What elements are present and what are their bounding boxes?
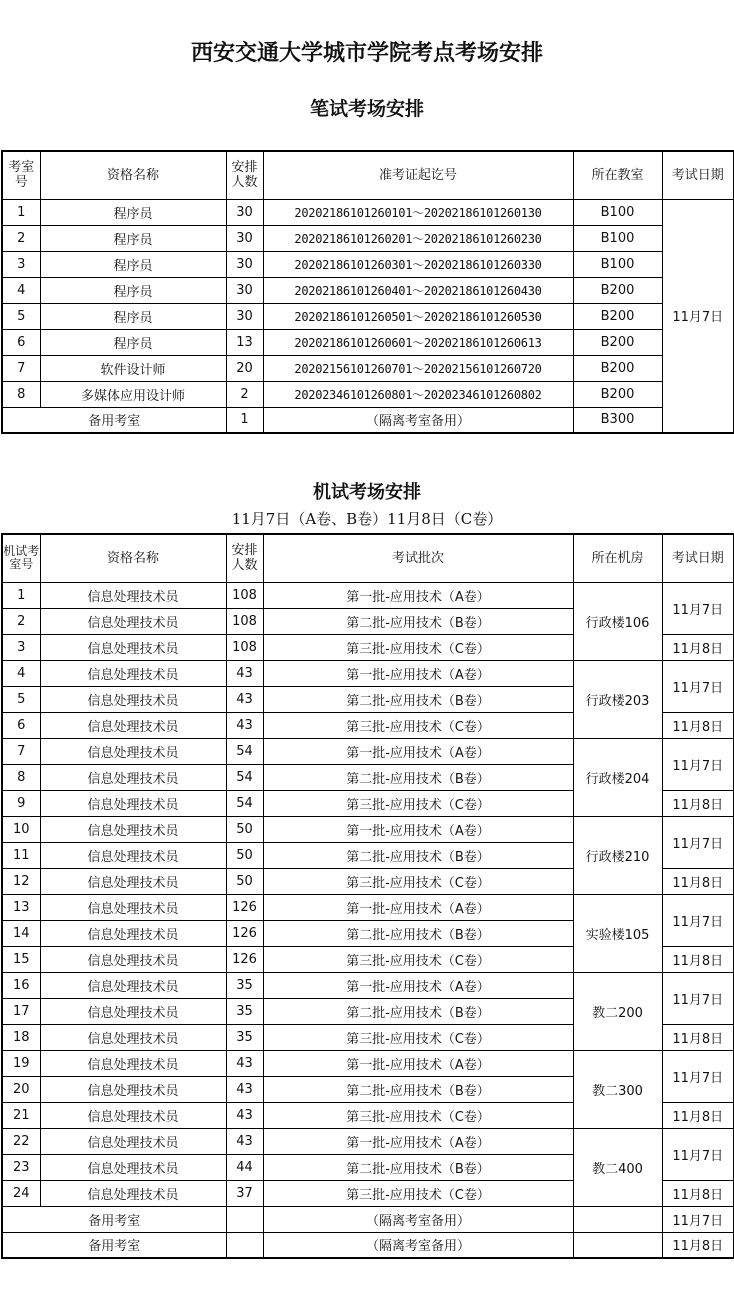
room-no-cell: 9 (2, 790, 40, 816)
count-cell: 44 (226, 1154, 263, 1180)
qualification-cell: 信息处理技术员 (40, 1128, 226, 1154)
batch-cell: 第二批-应用技术（B卷） (263, 998, 573, 1024)
room-no-cell: 11 (2, 842, 40, 868)
room-no-cell: 7 (2, 738, 40, 764)
count-cell: 50 (226, 868, 263, 894)
count-cell: 108 (226, 634, 263, 660)
date-cell: 11月8日 (662, 1102, 734, 1128)
header-lab: 所在机房 (573, 534, 662, 582)
header-ticket-range: 准考证起讫号 (263, 151, 573, 199)
room-no-cell: 22 (2, 1128, 40, 1154)
room-no-cell: 2 (2, 225, 40, 251)
room-no-cell: 5 (2, 303, 40, 329)
batch-cell: 第一批-应用技术（A卷） (263, 1128, 573, 1154)
table-row (2, 582, 734, 608)
batch-cell: 第三批-应用技术（C卷） (263, 1102, 573, 1128)
table-header-row (2, 151, 734, 199)
count-cell: 43 (226, 1076, 263, 1102)
batch-cell: 第一批-应用技术（A卷） (263, 972, 573, 998)
classroom-cell: B200 (573, 303, 662, 329)
qualification-cell: 信息处理技术员 (40, 712, 226, 738)
classroom-cell: B200 (573, 329, 662, 355)
count-cell: 54 (226, 738, 263, 764)
computer-section-title: 机试考场安排 (313, 482, 421, 503)
table-row (2, 329, 734, 355)
date-cell: 11月7日 (662, 738, 734, 790)
table-row (2, 381, 734, 407)
spare-row (2, 1206, 734, 1232)
table-row (2, 277, 734, 303)
room-no-cell: 14 (2, 920, 40, 946)
batch-cell: 第二批-应用技术（B卷） (263, 686, 573, 712)
table-row (2, 355, 734, 381)
header-qualification: 资格名称 (40, 534, 226, 582)
room-no-cell: 19 (2, 1050, 40, 1076)
batch-cell: 第三批-应用技术（C卷） (263, 1180, 573, 1206)
computer-exam-table (1, 533, 734, 1259)
count-cell: 126 (226, 894, 263, 920)
count-cell: 37 (226, 1180, 263, 1206)
batch-cell: 第二批-应用技术（B卷） (263, 1154, 573, 1180)
header-room-no: 考室号 (2, 151, 40, 199)
batch-cell: 第三批-应用技术（C卷） (263, 946, 573, 972)
count-cell: 30 (226, 277, 263, 303)
classroom-cell: B300 (573, 407, 662, 433)
room-no-cell: 24 (2, 1180, 40, 1206)
room-no-cell: 6 (2, 329, 40, 355)
room-no-cell: 21 (2, 1102, 40, 1128)
count-cell: 35 (226, 1024, 263, 1050)
date-cell: 11月7日 (662, 199, 734, 433)
qualification-cell: 信息处理技术员 (40, 634, 226, 660)
qualification-cell: 信息处理技术员 (40, 790, 226, 816)
count-cell: 43 (226, 686, 263, 712)
count-cell: 108 (226, 608, 263, 634)
batch-cell: 第三批-应用技术（C卷） (263, 1024, 573, 1050)
lab-cell (573, 1206, 662, 1232)
date-cell: 11月8日 (662, 946, 734, 972)
room-no-cell: 1 (2, 582, 40, 608)
qualification-cell: 程序员 (40, 199, 226, 225)
ticket-range-cell: 20202156101260701～20202156101260720 (263, 355, 573, 381)
qualification-cell: 信息处理技术员 (40, 1050, 226, 1076)
batch-cell: 第一批-应用技术（A卷） (263, 582, 573, 608)
qualification-cell: 程序员 (40, 251, 226, 277)
date-cell: 11月8日 (662, 790, 734, 816)
room-no-cell: 12 (2, 868, 40, 894)
qualification-cell: 程序员 (40, 303, 226, 329)
batch-cell: 第三批-应用技术（C卷） (263, 790, 573, 816)
qualification-cell: 信息处理技术员 (40, 1024, 226, 1050)
spare-row (2, 1232, 734, 1258)
qualification-cell: 信息处理技术员 (40, 816, 226, 842)
room-no-cell: 8 (2, 764, 40, 790)
qualification-cell: 信息处理技术员 (40, 920, 226, 946)
classroom-cell: B200 (573, 381, 662, 407)
batch-cell: 第三批-应用技术（C卷） (263, 634, 573, 660)
date-cell: 11月8日 (662, 712, 734, 738)
ticket-range-cell: 20202186101260401～20202186101260430 (263, 277, 573, 303)
written-section-title: 笔试考场安排 (309, 98, 424, 120)
count-cell (226, 1232, 263, 1258)
room-no-cell: 1 (2, 199, 40, 225)
date-cell: 11月7日 (662, 1128, 734, 1180)
table-row (2, 303, 734, 329)
header-date: 考试日期 (662, 151, 734, 199)
count-cell: 50 (226, 842, 263, 868)
count-cell: 13 (226, 329, 263, 355)
batch-cell: 第二批-应用技术（B卷） (263, 920, 573, 946)
qualification-cell: 信息处理技术员 (40, 738, 226, 764)
date-cell: 11月7日 (662, 894, 734, 946)
header-classroom: 所在教室 (573, 151, 662, 199)
count-cell: 1 (226, 407, 263, 433)
lab-cell (573, 1232, 662, 1258)
qualification-cell: 多媒体应用设计师 (40, 381, 226, 407)
header-room-no: 机试考室号 (2, 534, 40, 582)
count-cell: 20 (226, 355, 263, 381)
qualification-cell: 程序员 (40, 329, 226, 355)
batch-cell: 第三批-应用技术（C卷） (263, 868, 573, 894)
date-cell: 11月7日 (662, 660, 734, 712)
count-cell: 43 (226, 1128, 263, 1154)
count-cell: 43 (226, 1050, 263, 1076)
count-cell: 30 (226, 251, 263, 277)
count-cell (226, 1206, 263, 1232)
qualification-cell: 信息处理技术员 (40, 894, 226, 920)
count-cell: 54 (226, 790, 263, 816)
count-cell: 35 (226, 998, 263, 1024)
ticket-range-cell: 20202186101260201～20202186101260230 (263, 225, 573, 251)
room-no-cell: 5 (2, 686, 40, 712)
batch-cell: 第一批-应用技术（A卷） (263, 1050, 573, 1076)
qualification-cell: 信息处理技术员 (40, 842, 226, 868)
ticket-range-cell: 20202186101260301～20202186101260330 (263, 251, 573, 277)
classroom-cell: B100 (573, 251, 662, 277)
ticket-range-cell: 20202186101260501～20202186101260530 (263, 303, 573, 329)
room-no-cell: 16 (2, 972, 40, 998)
batch-cell: 第一批-应用技术（A卷） (263, 894, 573, 920)
qualification-cell: 信息处理技术员 (40, 764, 226, 790)
table-row (2, 660, 734, 686)
qualification-cell: 信息处理技术员 (40, 1180, 226, 1206)
room-no-cell: 2 (2, 608, 40, 634)
room-no-cell: 15 (2, 946, 40, 972)
qualification-cell: 信息处理技术员 (40, 608, 226, 634)
table-row (2, 1128, 734, 1154)
lab-cell: 教二400 (573, 1128, 662, 1206)
room-no-cell: 23 (2, 1154, 40, 1180)
count-cell: 54 (226, 764, 263, 790)
qualification-cell: 信息处理技术员 (40, 1154, 226, 1180)
table-row (2, 251, 734, 277)
date-cell: 11月8日 (662, 1024, 734, 1050)
date-cell: 11月8日 (662, 1180, 734, 1206)
spare-label-cell: 备用考室 (2, 407, 226, 433)
qualification-cell: 信息处理技术员 (40, 1102, 226, 1128)
count-cell: 43 (226, 660, 263, 686)
count-cell: 30 (226, 199, 263, 225)
spare-label-cell: 备用考室 (2, 1232, 226, 1258)
qualification-cell: 信息处理技术员 (40, 972, 226, 998)
date-cell: 11月7日 (662, 582, 734, 634)
table-row (2, 1050, 734, 1076)
qualification-cell: 程序员 (40, 225, 226, 251)
qualification-cell: 信息处理技术员 (40, 1076, 226, 1102)
room-no-cell: 8 (2, 381, 40, 407)
header-date: 考试日期 (662, 534, 734, 582)
count-cell: 43 (226, 1102, 263, 1128)
table-header-row (2, 534, 734, 582)
lab-cell: 教二200 (573, 972, 662, 1050)
count-cell: 126 (226, 946, 263, 972)
qualification-cell: 程序员 (40, 277, 226, 303)
batch-cell: 第二批-应用技术（B卷） (263, 1076, 573, 1102)
classroom-cell: B100 (573, 199, 662, 225)
lab-cell: 行政楼210 (573, 816, 662, 894)
room-no-cell: 4 (2, 660, 40, 686)
room-no-cell: 3 (2, 251, 40, 277)
count-cell: 30 (226, 225, 263, 251)
count-cell: 108 (226, 582, 263, 608)
ticket-range-cell: 20202346101260801～20202346101260802 (263, 381, 573, 407)
classroom-cell: B200 (573, 355, 662, 381)
qualification-cell: 信息处理技术员 (40, 660, 226, 686)
written-exam-table (1, 150, 734, 434)
note-cell: （隔离考室备用） (263, 1206, 573, 1232)
table-row (2, 225, 734, 251)
count-cell: 50 (226, 816, 263, 842)
header-count: 安排人数 (226, 151, 263, 199)
lab-cell: 实验楼105 (573, 894, 662, 972)
count-cell: 30 (226, 303, 263, 329)
header-count: 安排人数 (226, 534, 263, 582)
room-no-cell: 20 (2, 1076, 40, 1102)
table-row (2, 894, 734, 920)
batch-cell: 第二批-应用技术（B卷） (263, 608, 573, 634)
spare-row (2, 407, 734, 433)
classroom-cell: B100 (573, 225, 662, 251)
batch-cell: 第二批-应用技术（B卷） (263, 764, 573, 790)
room-no-cell: 13 (2, 894, 40, 920)
count-cell: 43 (226, 712, 263, 738)
table-row (2, 738, 734, 764)
room-no-cell: 6 (2, 712, 40, 738)
qualification-cell: 信息处理技术员 (40, 582, 226, 608)
table-row (2, 199, 734, 225)
lab-cell: 行政楼203 (573, 660, 662, 738)
qualification-cell: 信息处理技术员 (40, 998, 226, 1024)
ticket-range-cell: 20202186101260101～20202186101260130 (263, 199, 573, 225)
computer-section-subtitle: 11月7日（A卷、B卷）11月8日（C卷） (231, 510, 503, 528)
spare-label-cell: 备用考室 (2, 1206, 226, 1232)
date-cell: 11月7日 (662, 1206, 734, 1232)
count-cell: 126 (226, 920, 263, 946)
header-qualification: 资格名称 (40, 151, 226, 199)
count-cell: 35 (226, 972, 263, 998)
ticket-range-cell: 20202186101260601～20202186101260613 (263, 329, 573, 355)
qualification-cell: 信息处理技术员 (40, 946, 226, 972)
room-no-cell: 7 (2, 355, 40, 381)
lab-cell: 行政楼204 (573, 738, 662, 816)
classroom-cell: B200 (573, 277, 662, 303)
lab-cell: 教二300 (573, 1050, 662, 1128)
batch-cell: 第一批-应用技术（A卷） (263, 816, 573, 842)
lab-cell: 行政楼106 (573, 582, 662, 660)
note-cell: （隔离考室备用） (263, 407, 573, 433)
batch-cell: 第一批-应用技术（A卷） (263, 660, 573, 686)
table-row (2, 816, 734, 842)
note-cell: （隔离考室备用） (263, 1232, 573, 1258)
qualification-cell: 信息处理技术员 (40, 868, 226, 894)
date-cell: 11月7日 (662, 1050, 734, 1102)
qualification-cell: 软件设计师 (40, 355, 226, 381)
batch-cell: 第二批-应用技术（B卷） (263, 842, 573, 868)
room-no-cell: 4 (2, 277, 40, 303)
count-cell: 2 (226, 381, 263, 407)
qualification-cell: 信息处理技术员 (40, 686, 226, 712)
date-cell: 11月8日 (662, 868, 734, 894)
table-row (2, 972, 734, 998)
header-batch: 考试批次 (263, 534, 573, 582)
batch-cell: 第一批-应用技术（A卷） (263, 738, 573, 764)
room-no-cell: 10 (2, 816, 40, 842)
room-no-cell: 3 (2, 634, 40, 660)
document-title: 西安交通大学城市学院考点考场安排 (190, 40, 543, 66)
batch-cell: 第三批-应用技术（C卷） (263, 712, 573, 738)
date-cell: 11月7日 (662, 816, 734, 868)
date-cell: 11月7日 (662, 972, 734, 1024)
date-cell: 11月8日 (662, 634, 734, 660)
date-cell: 11月8日 (662, 1232, 734, 1258)
room-no-cell: 17 (2, 998, 40, 1024)
room-no-cell: 18 (2, 1024, 40, 1050)
